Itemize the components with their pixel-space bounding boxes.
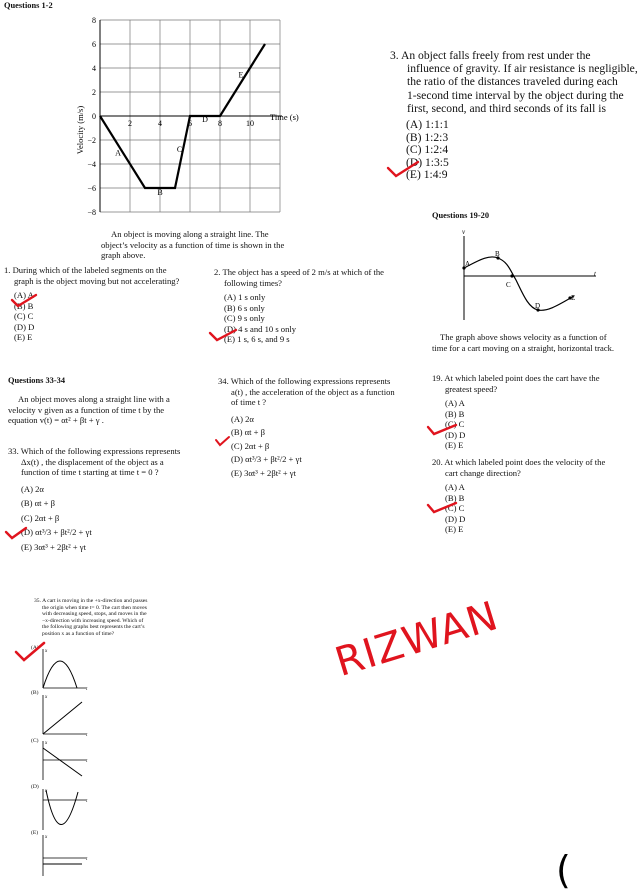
q19-option-d[interactable]: (D) D bbox=[445, 429, 466, 440]
watermark-signature: RIZWAN bbox=[330, 592, 504, 686]
q35-option-a[interactable]: (A) bbox=[31, 645, 39, 651]
q2-option-a[interactable]: (A) 1 s only bbox=[224, 292, 266, 302]
questions-33-34-header: Questions 33-34 bbox=[8, 376, 66, 385]
svg-text:x: x bbox=[45, 741, 48, 746]
check-mark-icon bbox=[426, 421, 458, 439]
segment-label-b: B bbox=[157, 188, 163, 198]
graph1-caption: An object is moving along a straight line. The object’s velocity as a function of time is shown in the graph above. bbox=[101, 229, 285, 260]
q35-option-e[interactable]: (E) bbox=[31, 830, 39, 836]
question-1: 1. During which of the labeled segments on the graph is the object moving but not accelerating? (A) A (B) B (C) C (D) D (E) E bbox=[4, 265, 180, 343]
q1-option-e[interactable]: (E) E bbox=[14, 332, 33, 343]
q35-option-c[interactable]: (C) bbox=[31, 738, 39, 744]
q1-option-c[interactable]: (C) C bbox=[14, 311, 34, 322]
q34-option-e[interactable]: (E) 3αt³ + 2βt² + γt bbox=[231, 467, 296, 478]
q2-option-d[interactable]: (D) 4 s and 10 s only bbox=[224, 323, 297, 334]
q20-option-d[interactable]: (D) D bbox=[445, 513, 466, 524]
segment-label-e: E bbox=[238, 70, 244, 80]
check-mark-icon bbox=[214, 434, 232, 448]
q35-graph-a bbox=[40, 646, 92, 692]
question-35: 35. A cart is moving in the +x-direction and passes the origin when time t= 0. The cart then moves with decreasing speed, stops, and moves in the −x-direction with increasing speed. Which of the following graphs best represents the cart’s position x as a function of time? bbox=[34, 598, 148, 637]
segment-label-a: A bbox=[115, 148, 121, 158]
svg-text:t: t bbox=[86, 759, 88, 764]
q35-graph-b bbox=[40, 692, 92, 738]
y-tick-label: 0 bbox=[92, 112, 96, 121]
questions-1-2-header: Questions 1-2 bbox=[4, 1, 53, 10]
y-tick-label: −2 bbox=[87, 136, 96, 145]
q3-options bbox=[390, 119, 638, 182]
pen-mark: ( bbox=[556, 848, 571, 892]
check-mark-icon bbox=[14, 640, 46, 664]
y-tick-label: −6 bbox=[87, 184, 96, 193]
svg-text:t: t bbox=[86, 799, 88, 804]
point-e-label: E bbox=[571, 294, 576, 302]
point-d-label: D bbox=[535, 302, 541, 310]
q35-graph-d bbox=[40, 786, 92, 832]
q35-option-d[interactable]: (D) bbox=[31, 784, 39, 790]
q33-option-b[interactable]: (B) αt + β bbox=[21, 498, 56, 508]
q20-option-b[interactable]: (B) B bbox=[445, 492, 465, 503]
q20-option-a[interactable]: (A) A bbox=[445, 482, 465, 492]
point-c-label: C bbox=[506, 281, 511, 289]
y-tick-label: −8 bbox=[87, 208, 96, 217]
question-2: 2. The object has a speed of 2 m/s at which of the following times? (A) 1 s only (B) 6 s only (C) 9 s only (D) 4 s and 10 s only (E) 1 s, 6 s, and 9 s bbox=[214, 267, 384, 345]
q3-option-b[interactable]: (B) 1:2:3 bbox=[406, 130, 449, 144]
check-mark-icon bbox=[4, 524, 30, 542]
check-mark-icon bbox=[208, 326, 238, 344]
q35-graph-c bbox=[40, 738, 92, 784]
segment-label-c: C bbox=[176, 145, 183, 154]
check-mark-icon bbox=[426, 499, 458, 517]
x-tick-label: 6 bbox=[188, 119, 192, 128]
q35-graph-e bbox=[40, 832, 92, 878]
svg-text:t: t bbox=[594, 270, 596, 278]
q2-option-c[interactable]: (C) 9 s only bbox=[224, 313, 265, 324]
question-3: 3. An object falls freely from rest under the influence of gravity. If air resistance is negligible, the ratio of the distances traveled during each 1-second time interval by the object during the first, second, and third seconds of its fall is (A) 1:1:1 (B) 1:2:3 (C) 1:2:4 (D) 1:3:5 (E) 1:4:9 bbox=[390, 49, 638, 182]
q33-option-c[interactable]: (C) 2αt + β bbox=[21, 512, 60, 523]
q1-option-d[interactable]: (D) D bbox=[14, 321, 35, 332]
y-tick-label: 4 bbox=[92, 64, 96, 73]
q34-option-d[interactable]: (D) αt³/3 + βt²/2 + γt bbox=[231, 454, 302, 465]
point-b-label: B bbox=[495, 250, 500, 258]
q1-option-b[interactable]: (B) B bbox=[14, 300, 34, 311]
segment-label-d: D bbox=[202, 115, 208, 124]
q33-option-e[interactable]: (E) 3αt³ + 2βt² + γt bbox=[21, 541, 86, 552]
svg-text:v: v bbox=[462, 228, 466, 236]
q19-option-a[interactable]: (A) A bbox=[445, 398, 465, 408]
check-mark-icon bbox=[386, 158, 420, 180]
y-tick-label: 6 bbox=[92, 40, 96, 49]
x-tick-label: 2 bbox=[128, 119, 132, 128]
question-33: 33. Which of the following expressions represents Δx(t) , the displacement of the object as a function of time t starting at time t = 0 ? (A) 2α (B) αt + β (C) 2αt + β (D) αt³/3 + βt²/2 + γt (E) 3αt³ + 2βt² + γt bbox=[8, 446, 180, 554]
x-tick-label: 4 bbox=[158, 119, 162, 128]
q34-option-a[interactable]: (A) 2α bbox=[231, 413, 254, 424]
q33-option-d[interactable]: (D) αt³/3 + βt²/2 + γt bbox=[21, 527, 92, 537]
q20-option-c[interactable]: (C) C bbox=[445, 503, 465, 514]
q2-option-b[interactable]: (B) 6 s only bbox=[224, 302, 265, 313]
intro-33-34: An object moves along a straight line with a velocity v given as a function of time t by the equation v(t) = αt² + βt + γ . bbox=[8, 394, 170, 425]
q34-option-b[interactable]: (B) αt + β bbox=[231, 427, 266, 438]
y-tick-label: 2 bbox=[92, 88, 96, 97]
x-axis-label: Time (s) bbox=[270, 112, 299, 122]
q1-option-a[interactable]: (A) A bbox=[14, 290, 34, 300]
q19-option-c[interactable]: (C) C bbox=[445, 419, 465, 430]
svg-text:t: t bbox=[86, 857, 88, 862]
svg-text:x: x bbox=[45, 695, 48, 700]
check-mark-icon bbox=[10, 292, 40, 310]
y-axis-label: Velocity (m/s) bbox=[75, 105, 85, 155]
svg-text:t: t bbox=[86, 733, 88, 738]
y-tick-label: −4 bbox=[87, 160, 96, 169]
q19-option-b[interactable]: (B) B bbox=[445, 408, 465, 419]
x-tick-label: 10 bbox=[246, 119, 254, 128]
question-34: 34. Which of the following expressions represents a(t) , the acceleration of the object as a function of time t ? (A) 2α (B) αt + β (C) 2αt + β (D) αt³/3 + βt²/2 + γt (E) 3αt³ + 2βt² + γt bbox=[218, 376, 395, 480]
q3-option-d[interactable]: (D) 1:3:5 bbox=[406, 155, 449, 169]
q3-option-c[interactable]: (C) 1:2:4 bbox=[406, 143, 449, 157]
q2-option-e[interactable]: (E) 1 s, 6 s, and 9 s bbox=[224, 334, 290, 345]
svg-text:x: x bbox=[45, 835, 48, 840]
q34-option-c[interactable]: (C) 2αt + β bbox=[231, 440, 270, 451]
svg-text:x: x bbox=[45, 789, 48, 794]
svg-text:x: x bbox=[45, 649, 48, 654]
q19-option-e[interactable]: (E) E bbox=[445, 440, 464, 451]
cart-velocity-graph bbox=[456, 228, 606, 323]
graph2-caption: The graph above shows velocity as a function of time for a cart moving on a straight, horizontal track. bbox=[432, 332, 615, 353]
x-tick-label: 8 bbox=[218, 119, 222, 128]
question-20: 20. At which labeled point does the velocity of the cart change direction? (A) A (B) B (C) C (D) D (E) E bbox=[432, 457, 606, 535]
q3-option-a[interactable]: (A) 1:1:1 bbox=[406, 118, 449, 132]
velocity-time-graph bbox=[70, 12, 330, 230]
q3-option-e[interactable]: (E) 1:4:9 bbox=[406, 168, 448, 182]
q20-option-e[interactable]: (E) E bbox=[445, 524, 464, 535]
questions-19-20-header: Questions 19-20 bbox=[432, 211, 490, 220]
y-tick-label: 8 bbox=[92, 16, 96, 25]
q35-option-b[interactable]: (B) bbox=[31, 690, 39, 696]
svg-text:t: t bbox=[86, 687, 88, 692]
question-19: 19. At which labeled point does the cart have the greatest speed? (A) A (B) B (C) C (D) D (E) E bbox=[432, 373, 600, 451]
point-a-label: A bbox=[465, 260, 471, 268]
q33-option-a[interactable]: (A) 2α bbox=[21, 483, 44, 494]
